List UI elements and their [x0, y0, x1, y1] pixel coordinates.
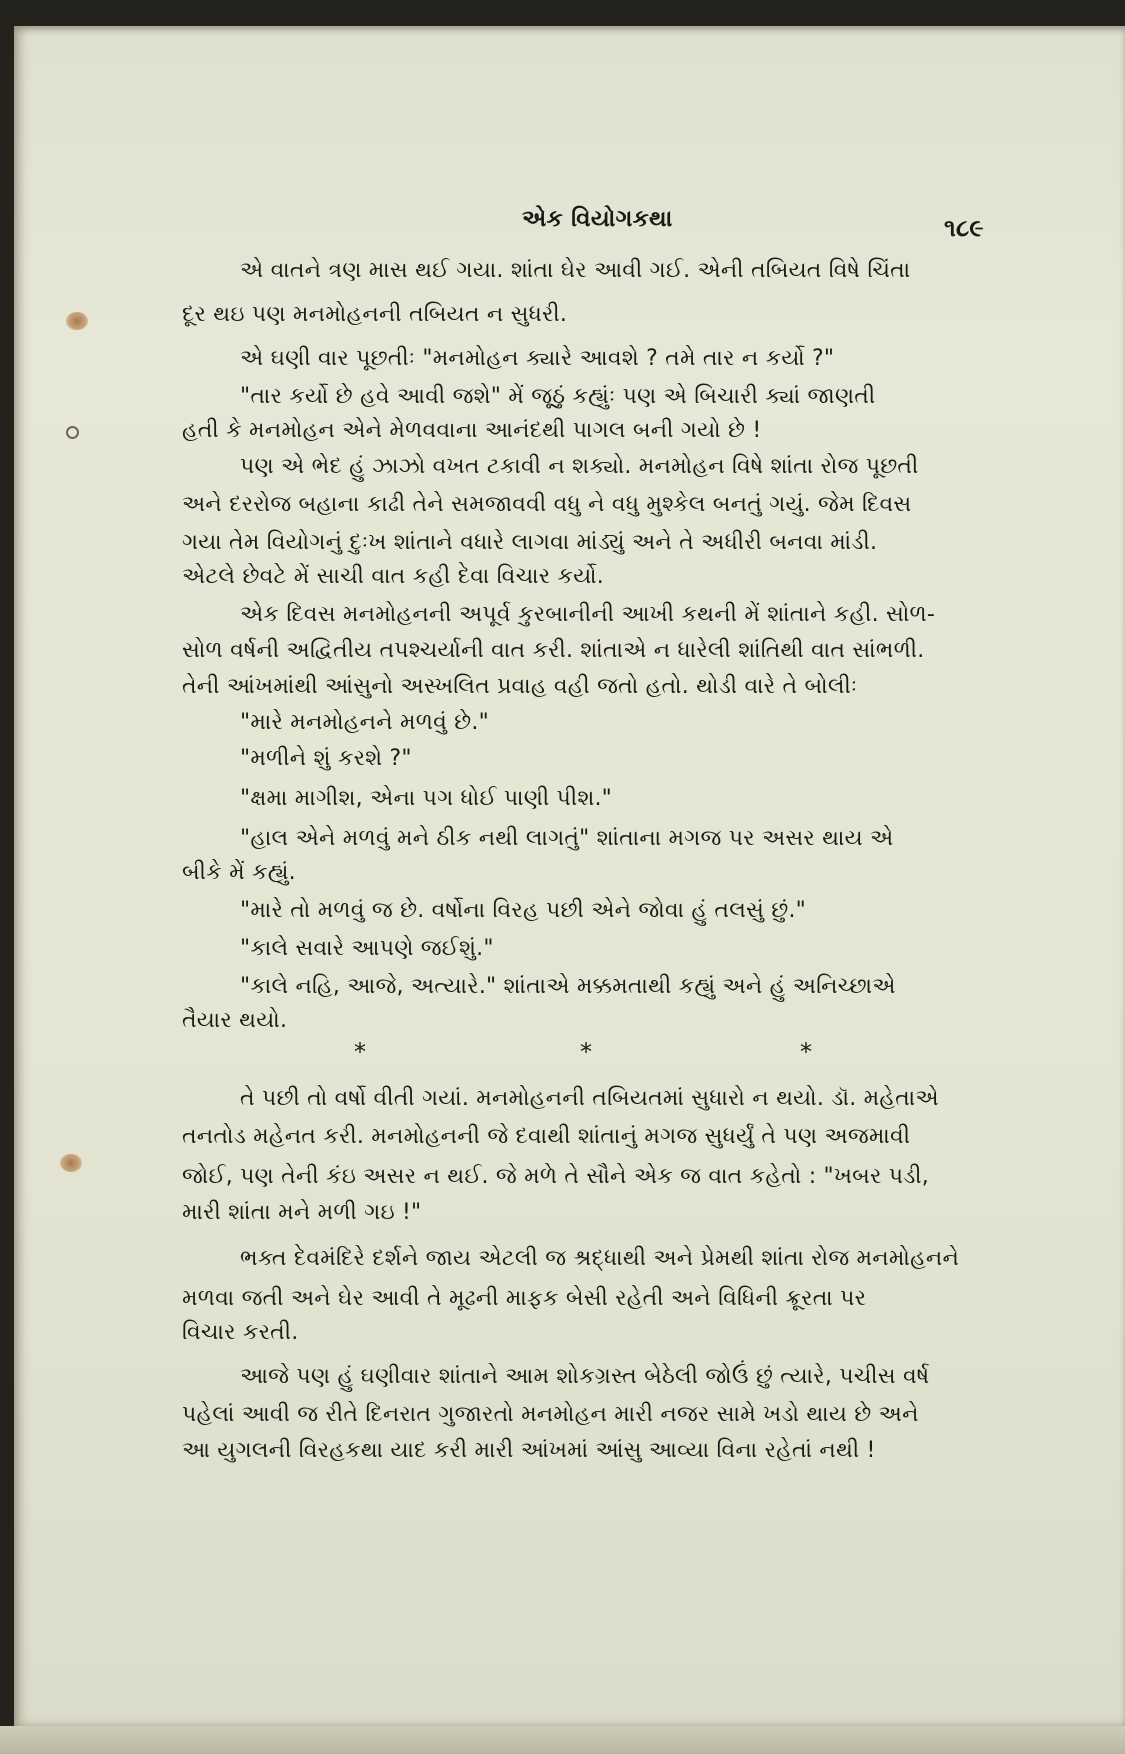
text-line: આ યુગલની વિરહકથા યાદ કરી મારી આંખમાં આંસુ આવ્યા વિના રહેતાં નથી !: [182, 1438, 876, 1463]
text-line: "તાર કર્યો છે હવે આવી જશે" મેં જૂઠું કહ્યુંઃ પણ એ બિચારી ક્યાં જાણતી: [240, 384, 876, 409]
text-line: આજે પણ હું ઘણીવાર શાંતાને આમ શોકગ્રસ્ત બેઠેલી જોઉં છું ત્યારે, પચીસ વર્ષ: [240, 1364, 930, 1389]
text-line: તેની આંખમાંથી આંસુનો અસ્ખલિત પ્રવાહ વહી જતો હતો. થોડી વારે તે બોલીઃ: [182, 674, 858, 699]
text-line: તે પછી તો વર્ષો વીતી ગયાં. મનમોહનની તબિયતમાં સુધારો ન થયો. ડૉ. મહેતાએ: [240, 1086, 939, 1111]
text-line: "કાલે સવારે આપણે જઈશું.": [240, 936, 494, 961]
section-separator-star: *: [580, 1038, 592, 1066]
page-bottom-edge: [0, 1726, 1125, 1754]
binding-hole-bottom: [60, 1154, 82, 1172]
binding-hole-top: [66, 312, 88, 330]
text-line: હતી કે મનમોહન એને મેળવવાના આનંદથી પાગલ બની ગયો છે !: [182, 418, 762, 443]
page-number: ૧૮૯: [944, 214, 984, 242]
text-line: "મળીને શું કરશે ?": [240, 746, 412, 771]
text-line: "મારે મનમોહનને મળવું છે.": [240, 710, 489, 735]
text-line: અને દરરોજ બહાના કાઢી તેને સમજાવવી વધુ ને વધુ મુશ્કેલ બનતું ગયું. જેમ દિવસ: [182, 492, 912, 517]
text-line: એ ઘણી વાર પૂછતીઃ "મનમોહન ક્યારે આવશે ? તમે તાર ન કર્યો ?": [240, 346, 835, 371]
text-line: વિચાર કરતી.: [182, 1320, 299, 1345]
text-line: તનતોડ મહેનત કરી. મનમોહનની જે દવાથી શાંતાનું મગજ સુધર્યું તે પણ અજમાવી: [182, 1124, 911, 1149]
text-line: જોઈ, પણ તેની કંઇ અસર ન થઈ. જે મળે તે સૌને એક જ વાત કહેતો : "ખબર પડી,: [182, 1164, 929, 1189]
text-line: ભક્ત દેવમંદિરે દર્શને જાય એટલી જ શ્રદ્ધાથી અને પ્રેમથી શાંતા રોજ મનમોહનને: [240, 1246, 960, 1271]
binding-mark: [66, 426, 79, 439]
text-line: એ વાતને ત્રણ માસ થઈ ગયા. શાંતા ઘેર આવી ગઈ. એની તબિયત વિષે ચિંતા: [240, 258, 911, 283]
text-line: એટલે છેવટે મેં સાચી વાત કહી દેવા વિચાર કર્યો.: [182, 564, 604, 589]
text-line: "કાલે નહિ, આજે, અત્યારે." શાંતાએ મક્કમતાથી કહ્યું અને હું અનિચ્છાએ: [240, 974, 896, 999]
text-line: "ક્ષમા માગીશ, એના પગ ધોઈ પાણી પીશ.": [240, 786, 613, 811]
text-line: સોળ વર્ષની અદ્વિતીય તપશ્ચર્યાની વાત કરી. શાંતાએ ન ધારેલી શાંતિથી વાત સાંભળી.: [182, 638, 925, 663]
text-line: બીકે મેં કહ્યું.: [182, 860, 296, 885]
text-line: "હાલ એને મળવું મને ઠીક નથી લાગતું" શાંતાના મગજ પર અસર થાય એ: [240, 826, 894, 851]
text-line: મારી શાંતા મને મળી ગઇ !": [182, 1200, 422, 1225]
text-line: એક દિવસ મનમોહનની અપૂર્વ કુરબાનીની આખી કથની મેં શાંતાને કહી. સોળ-: [240, 602, 936, 627]
text-line: પણ એ ભેદ હું ઝાઝો વખત ટકાવી ન શક્યો. મનમોહન વિષે શાંતા રોજ પૂછતી: [240, 454, 919, 479]
text-line: પહેલાં આવી જ રીતે દિનરાત ગુજારતો મનમોહન મારી નજર સામે ખડો થાય છે અને: [182, 1402, 919, 1427]
text-line: દૂર થઇ પણ મનમોહનની તબિયત ન સુધરી.: [182, 302, 568, 327]
text-line: "મારે તો મળવું જ છે. વર્ષોના વિરહ પછી એને જોવા હું તલસું છું.": [240, 898, 806, 923]
running-head: એક વિયોગકથા: [522, 206, 673, 232]
text-line: તૈયાર થયો.: [182, 1008, 288, 1033]
section-separator-star: *: [800, 1038, 812, 1066]
text-line: ગયા તેમ વિયોગનું દુઃખ શાંતાને વધારે લાગવા માંડ્યું અને તે અધીરી બનવા માંડી.: [182, 530, 878, 555]
section-separator-star: *: [354, 1038, 366, 1066]
text-line: મળવા જતી અને ઘેર આવી તે મૂઢની માફક બેસી રહેતી અને વિધિની ક્રૂરતા પર: [182, 1286, 867, 1311]
